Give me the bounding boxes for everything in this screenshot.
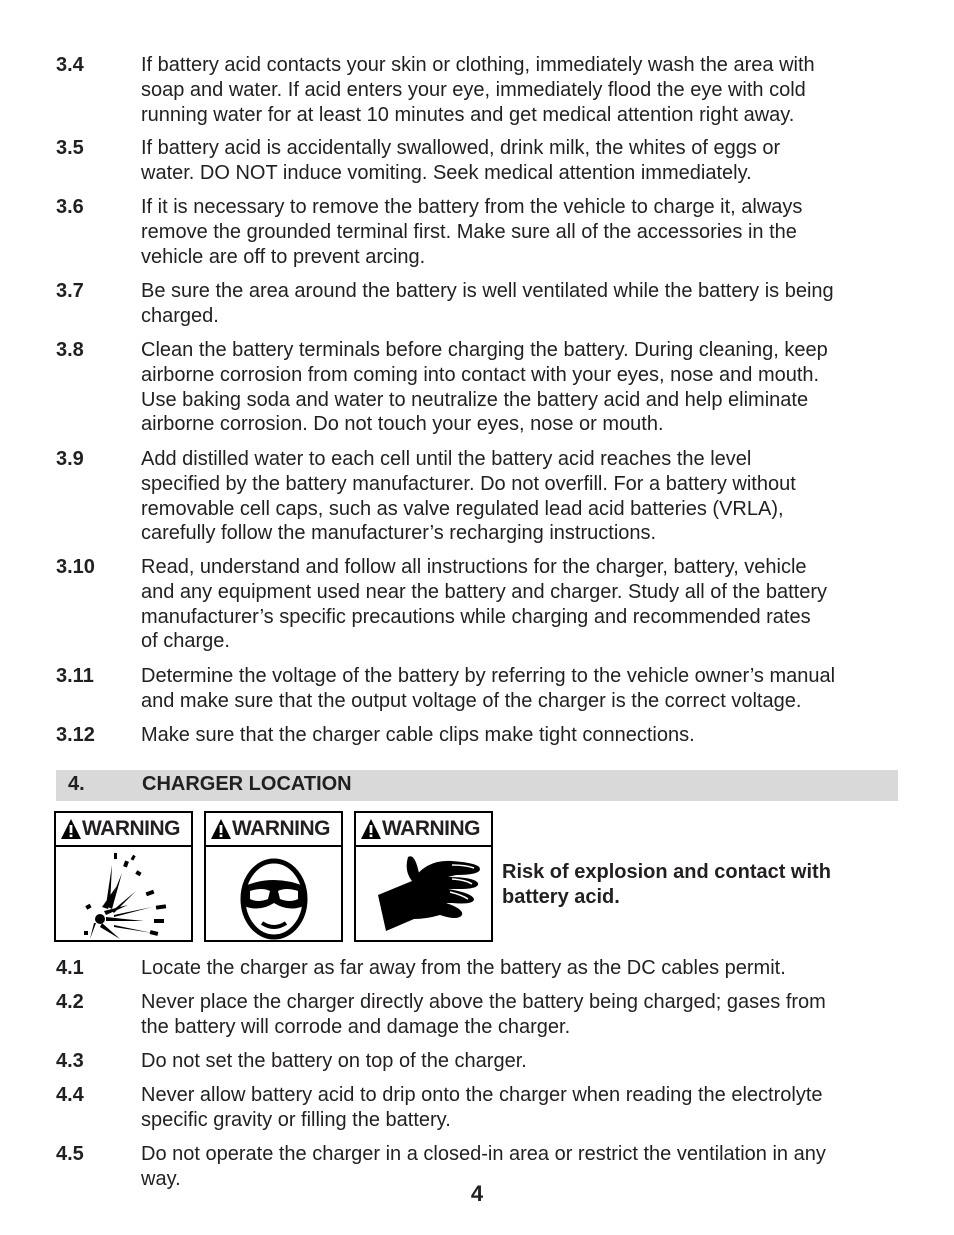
warning-triangle-icon xyxy=(360,818,382,840)
item-text xyxy=(141,956,901,981)
warning-label: WARNING xyxy=(232,817,330,840)
item-text xyxy=(141,195,901,269)
page-number: 4 xyxy=(470,1181,484,1206)
glove-icon xyxy=(356,847,491,940)
item-line: remove the grounded terminal first. Make sure all of the accessories in the xyxy=(141,220,797,243)
item-line: carefully follow the manufacturer’s recharging instructions. xyxy=(141,522,657,545)
warning-box-eye-protection xyxy=(204,811,343,942)
item-text xyxy=(141,723,901,748)
risk-line: battery acid. xyxy=(502,886,620,908)
section-heading-bar xyxy=(56,770,898,801)
risk-line: Risk of explosion and contact with xyxy=(502,861,831,883)
list-item-3-9 xyxy=(56,447,901,546)
item-line: Clean the battery terminals before charging the battery. During cleaning, keep xyxy=(141,339,828,361)
list-item-3-6 xyxy=(56,195,901,269)
item-line: airborne corrosion from coming into contact with your eyes, nose and mouth. xyxy=(141,363,820,386)
item-text xyxy=(141,447,901,546)
item-line: Do not set the battery on top of the charger. xyxy=(141,1050,527,1072)
item-text xyxy=(141,1083,901,1133)
risk-statement xyxy=(502,860,831,910)
item-number: 4.1 xyxy=(56,957,84,979)
warning-header xyxy=(206,813,341,847)
item-line: of charge. xyxy=(141,630,230,653)
item-line: and any equipment used near the battery and charger. Study all of the battery xyxy=(141,580,828,603)
warning-header xyxy=(356,813,491,847)
item-number: 4.4 xyxy=(56,1084,84,1106)
list-item-3-12 xyxy=(56,723,901,748)
item-text xyxy=(141,555,901,654)
warning-label: WARNING xyxy=(82,817,180,840)
list-item-3-7 xyxy=(56,279,901,329)
item-line: Locate the charger as far away from the battery as the DC cables permit. xyxy=(141,957,786,979)
item-number: 3.7 xyxy=(56,280,84,302)
item-line: If battery acid is accidentally swallowed, drink milk, the whites of eggs or xyxy=(141,137,781,159)
item-line: the battery will corrode and damage the charger. xyxy=(141,1015,571,1038)
list-item-3-10 xyxy=(56,555,901,654)
item-text xyxy=(141,338,901,437)
item-number: 3.8 xyxy=(56,339,84,361)
item-line: airborne corrosion. Do not touch your eyes, nose or mouth. xyxy=(141,413,664,436)
item-text xyxy=(141,1049,901,1074)
item-number: 3.11 xyxy=(56,665,94,687)
item-text xyxy=(141,136,901,186)
warning-header xyxy=(56,813,191,847)
item-line: If battery acid contacts your skin or clothing, immediately wash the area with xyxy=(141,54,815,76)
section-title: CHARGER LOCATION xyxy=(142,773,352,795)
explosion-icon xyxy=(56,847,191,940)
item-line: manufacturer’s specific precautions while charging and recommended rates xyxy=(141,605,811,628)
item-text xyxy=(141,279,901,329)
item-number: 3.6 xyxy=(56,196,84,218)
item-number: 3.5 xyxy=(56,137,84,159)
warning-box-hand-protection xyxy=(354,811,493,942)
item-line: running water for at least 10 minutes and get medical attention right away. xyxy=(141,103,795,126)
item-number: 4.2 xyxy=(56,991,84,1013)
item-line: and make sure that the output voltage of the charger is the correct voltage. xyxy=(141,689,802,712)
item-number: 4.5 xyxy=(56,1143,84,1165)
item-line: Never allow battery acid to drip onto the charger when reading the electrolyte xyxy=(141,1084,823,1106)
warning-triangle-icon xyxy=(60,818,82,840)
item-number: 3.9 xyxy=(56,448,84,470)
list-item-3-8 xyxy=(56,338,901,437)
item-line: charged. xyxy=(141,304,219,327)
list-item-3-5 xyxy=(56,136,901,186)
warning-triangle-icon xyxy=(210,818,232,840)
item-line: removable cell caps, such as valve regulated lead acid batteries (VRLA), xyxy=(141,497,784,520)
item-line: Determine the voltage of the battery by referring to the vehicle owner’s manual xyxy=(141,665,836,687)
item-number: 3.12 xyxy=(56,724,95,746)
item-line: way. xyxy=(141,1167,181,1190)
list-item-4-3 xyxy=(56,1049,901,1074)
item-line: Make sure that the charger cable clips make tight connections. xyxy=(141,724,695,746)
item-line: water. DO NOT induce vomiting. Seek medical attention immediately. xyxy=(141,161,752,184)
warning-box-explosion xyxy=(54,811,193,942)
list-item-3-4 xyxy=(56,53,901,127)
item-number: 3.10 xyxy=(56,556,95,578)
item-text xyxy=(141,664,901,714)
section-number: 4. xyxy=(68,773,85,795)
item-line: Use baking soda and water to neutralize the battery acid and help eliminate xyxy=(141,388,809,411)
item-line: Never place the charger directly above the battery being charged; gases from xyxy=(141,991,826,1013)
item-text xyxy=(141,53,901,127)
item-line: specified by the battery manufacturer. Do not overfill. For a battery without xyxy=(141,472,796,495)
item-line: soap and water. If acid enters your eye, immediately flood the eye with cold xyxy=(141,78,806,101)
list-item-4-2 xyxy=(56,990,901,1040)
list-item-3-11 xyxy=(56,664,901,714)
item-line: Read, understand and follow all instructions for the charger, battery, vehicle xyxy=(141,556,807,578)
item-line: vehicle are off to prevent arcing. xyxy=(141,245,426,268)
item-line: If it is necessary to remove the battery from the vehicle to charge it, always xyxy=(141,196,803,218)
item-line: Be sure the area around the battery is well ventilated while the battery is being xyxy=(141,280,834,302)
item-text xyxy=(141,990,901,1040)
safety-goggles-icon xyxy=(206,847,341,940)
warning-label: WARNING xyxy=(382,817,480,840)
item-line: Do not operate the charger in a closed-in area or restrict the ventilation in any xyxy=(141,1143,826,1165)
item-line: Add distilled water to each cell until the battery acid reaches the level xyxy=(141,448,752,470)
list-item-4-4 xyxy=(56,1083,901,1133)
item-number: 3.4 xyxy=(56,54,84,76)
item-line: specific gravity or filling the battery. xyxy=(141,1108,451,1131)
item-number: 4.3 xyxy=(56,1050,84,1072)
list-item-4-1 xyxy=(56,956,901,981)
